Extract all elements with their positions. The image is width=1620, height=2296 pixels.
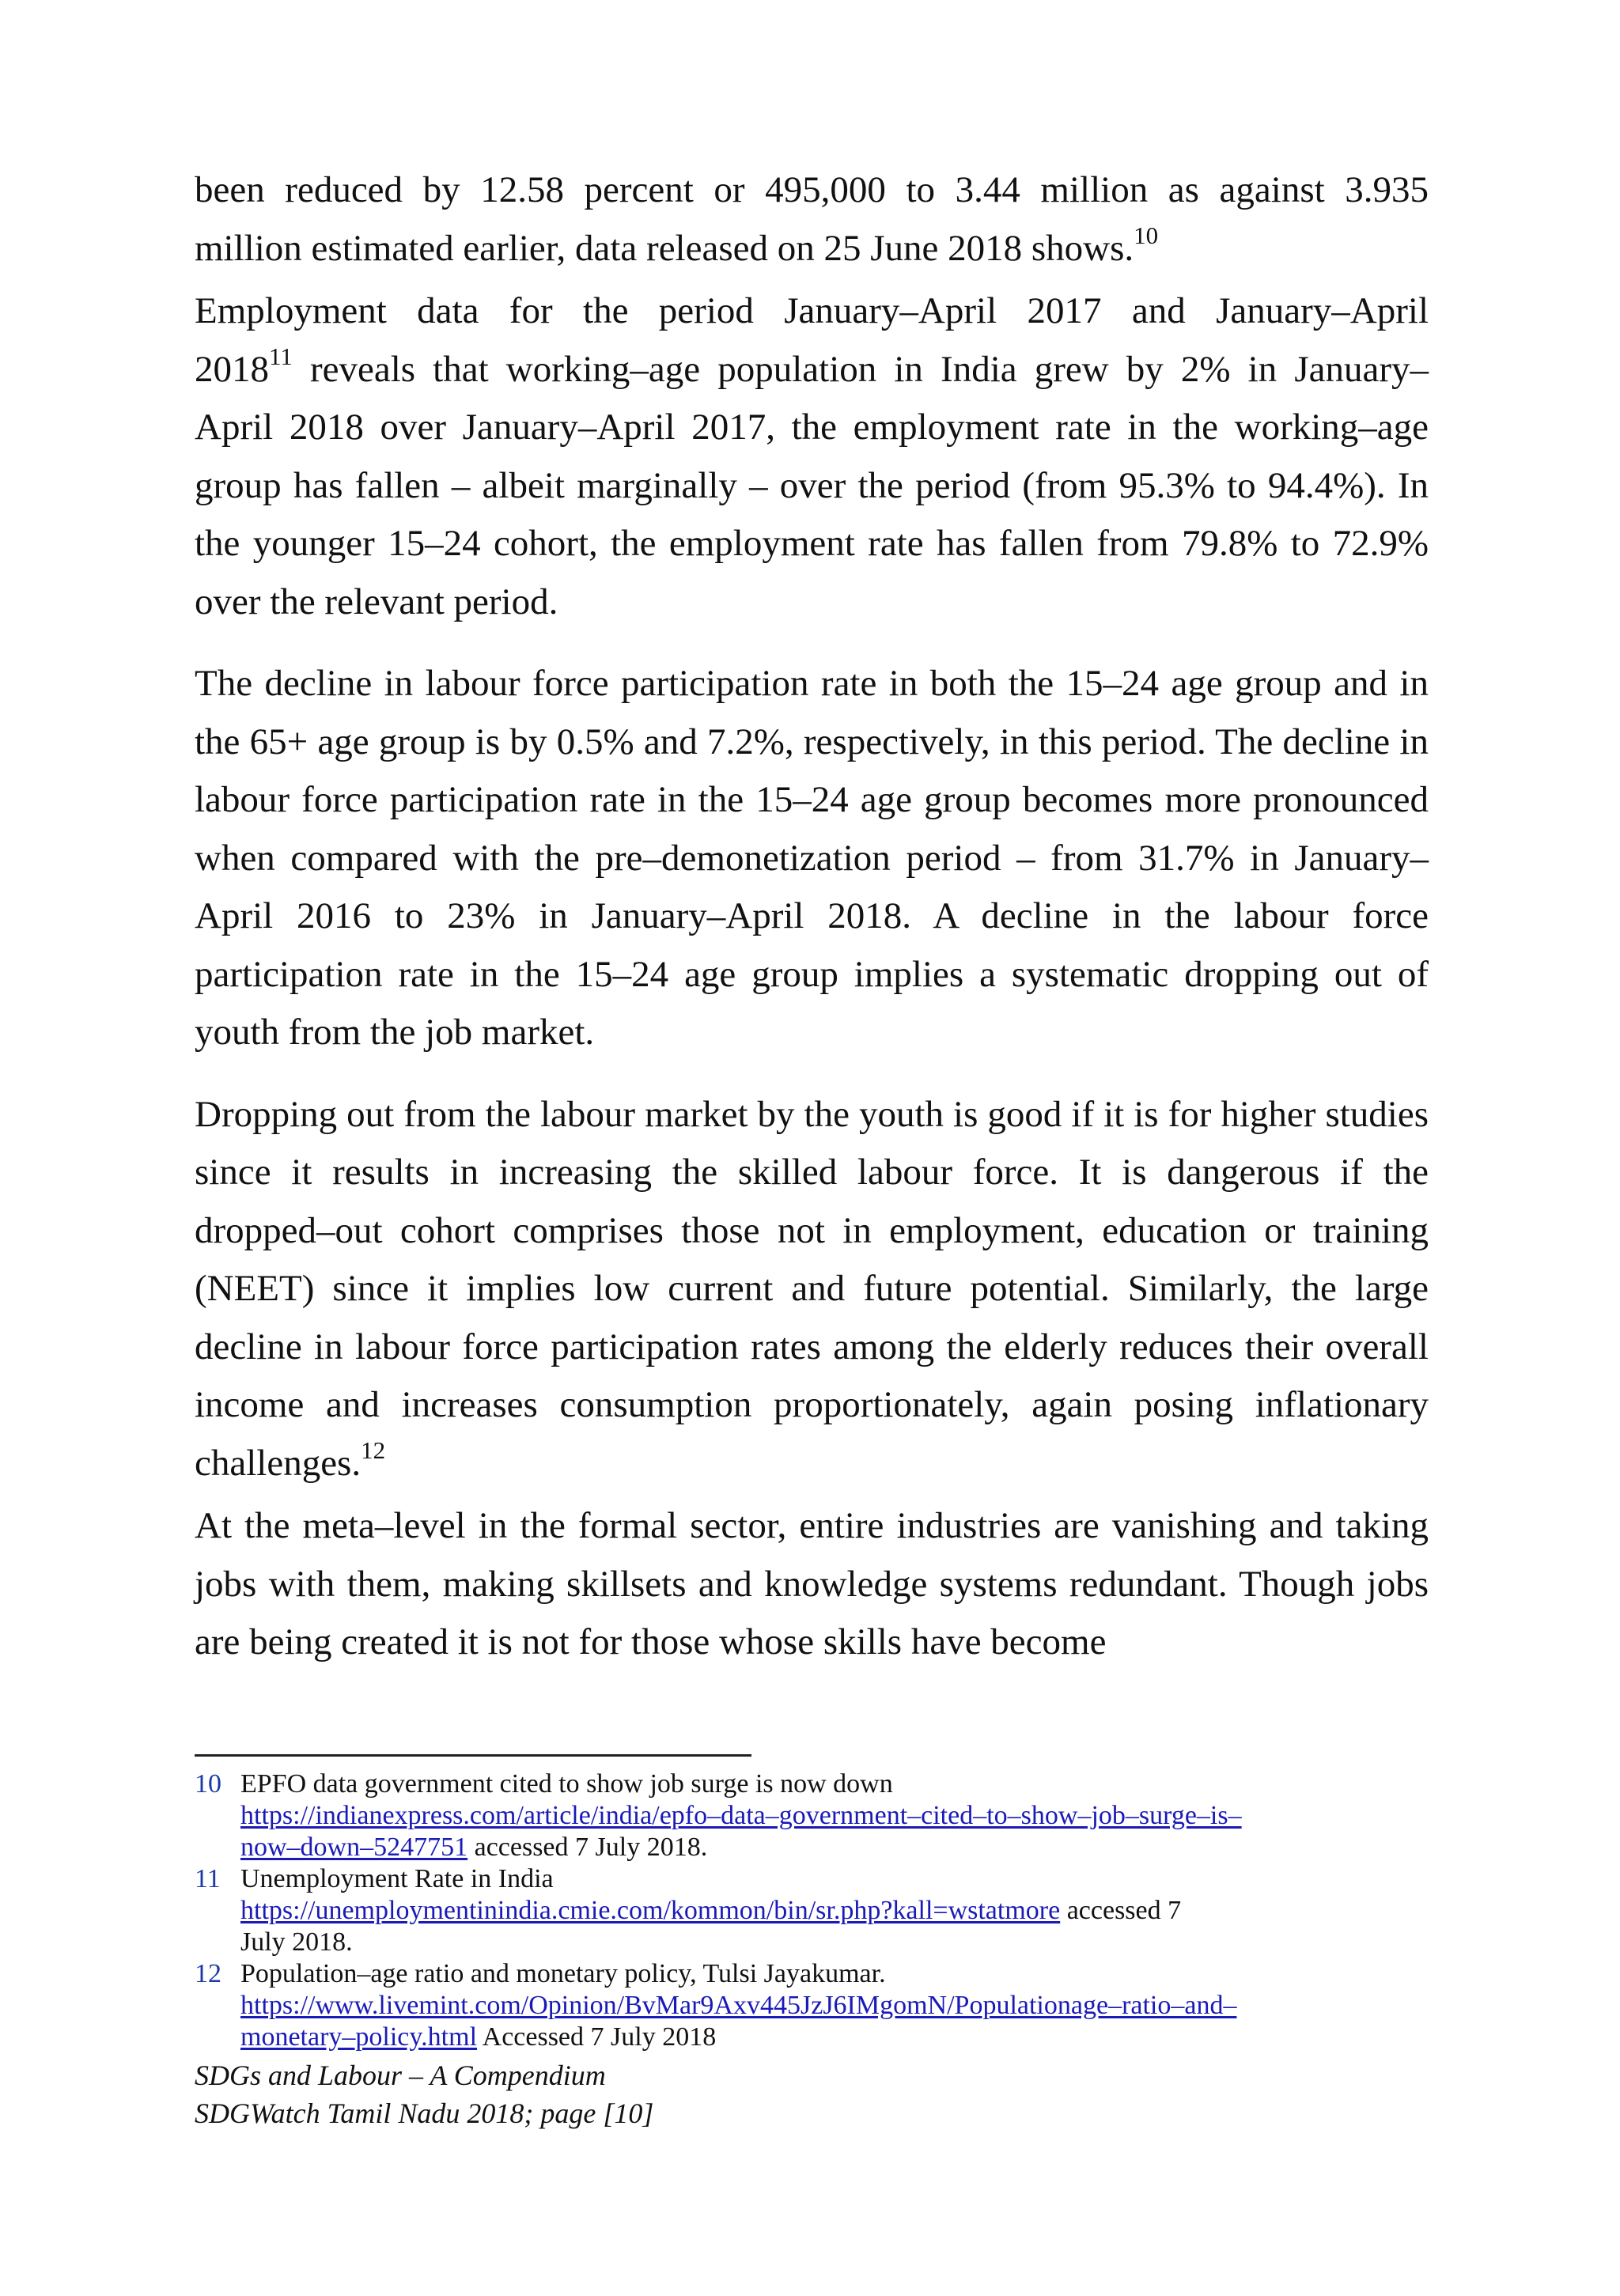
footnote-title: Unemployment Rate in India	[240, 1864, 554, 1893]
footer-publication-title: SDGs and Labour – A Compendium	[195, 2060, 606, 2091]
footnote-accessed: Accessed 7 July 2018	[477, 2022, 717, 2052]
footnote-title: EPFO data government cited to show job surge is now down	[240, 1769, 893, 1799]
footnote-accessed: accessed 7	[1060, 1896, 1182, 1925]
paragraph-2	[195, 282, 1429, 631]
paragraph-2-line-2-rest: reveals that working–age population in India grew by 2% in January–	[292, 348, 1429, 390]
footnote-accessed-line-2: July 2018.	[240, 1927, 353, 1957]
footnote-number: 10	[195, 1769, 221, 1799]
paragraph-3: The decline in labour force participation rate in both the 15–24 age group and in the 65+ age group is by 0.5% and 7.2%, respectively, in this period. The decline in labour force participation rate in the 15–24 age group becomes more pronounced when compared with the pre–demonetization period – from 31.7% in January–April 2016 to 23% in January–April 2018. A decline in the labour force participation rate in the 15–24 age group implies a systematic dropping out of youth from the job market.	[195, 663, 1429, 1053]
footnote-link-line-2	[240, 2022, 1429, 2053]
footnote-link-continued[interactable]: monetary–policy.html	[240, 2022, 478, 2052]
footnote-title: Population–age ratio and monetary policy, Tulsi Jayakumar.	[240, 1959, 886, 1988]
paragraph-2-rest: April 2018 over January–April 2017, the employment rate in the working–age group has fallen – albeit marginally – over the period (from 95.3% to 94.4%). In the younger 15–24 cohort, the employment rate has fallen from 79.8% to 72.9% over the relevant period.	[195, 407, 1429, 622]
footer-page-info: SDGWatch Tamil Nadu 2018; page [10]	[195, 2097, 654, 2129]
paragraph-1-line-1: been reduced by 12.58 percent or 495,000 to 3.44 million as against 3.935	[195, 169, 1429, 210]
footnote-body	[240, 1863, 1429, 1958]
footnote-body	[240, 1958, 1429, 2053]
footnote-link-continued[interactable]: now–down–5247751	[240, 1833, 468, 1862]
paragraph-1-line-2-text: million estimated earlier, data released on 25 June 2018 shows.	[195, 227, 1134, 269]
footnote-link-line	[240, 1800, 1429, 1832]
paragraph-4	[195, 1086, 1429, 1493]
footnote-ref-11[interactable]: 11	[269, 342, 293, 370]
footnote-link[interactable]: https://indianexpress.com/article/india/epfo–data–government–cited–to–show–job–surge–is–	[240, 1801, 1242, 1830]
paragraph-2-year: 2018	[195, 348, 269, 390]
footnote-10	[195, 1768, 1429, 1863]
paragraph-1	[195, 161, 1429, 278]
footnotes	[195, 1768, 1429, 2053]
footnote-link-line	[240, 1895, 1429, 1927]
paragraph-5: At the meta–level in the formal sector, entire industries are vanishing and taking jobs with them, making skillsets and knowledge systems redundant. Though jobs are being created it is not for those whose skills have become	[195, 1505, 1429, 1662]
footnote-link[interactable]: https://www.livemint.com/Opinion/BvMar9Axv445JzJ6IMgomN/Populationage–ratio–and–	[240, 1991, 1237, 2020]
paragraph-4-text: Dropping out from the labour market by the youth is good if it is for higher studies since it results in increasing the skilled labour force. It is dangerous if the dropped–out cohort comprises those not in employment, education or training (NEET) since it implies low current and future potential. Similarly, the large decline in labour force participation rates among the elderly reduces their overall income and increases consumption proportionately, again posing inflationary challenges.	[195, 1093, 1429, 1484]
footnote-12	[195, 1958, 1429, 2053]
footnote-accessed: accessed 7 July 2018.	[467, 1833, 708, 1862]
paragraph-1-line-2	[195, 220, 1429, 278]
footnote-separator	[195, 1754, 751, 1757]
footnote-link-line	[240, 1990, 1429, 2022]
footnote-number: 11	[195, 1864, 221, 1893]
page-footer	[195, 2056, 653, 2132]
footnote-body	[240, 1768, 1429, 1863]
footnote-number: 12	[195, 1959, 221, 1988]
footnote-link-line-2	[240, 1832, 1429, 1863]
footnote-link[interactable]: https://unemploymentinindia.cmie.com/kommon/bin/sr.php?kall=wstatmore	[240, 1896, 1061, 1925]
body-text	[195, 161, 1429, 1672]
paragraph-2-line-1: Employment data for the period January–April 2017 and January–April	[195, 290, 1429, 331]
paragraph-2-line-2	[195, 341, 1429, 399]
footnote-ref-12[interactable]: 12	[361, 1435, 386, 1464]
footnote-11	[195, 1863, 1429, 1958]
footnote-ref-10[interactable]: 10	[1134, 221, 1159, 249]
